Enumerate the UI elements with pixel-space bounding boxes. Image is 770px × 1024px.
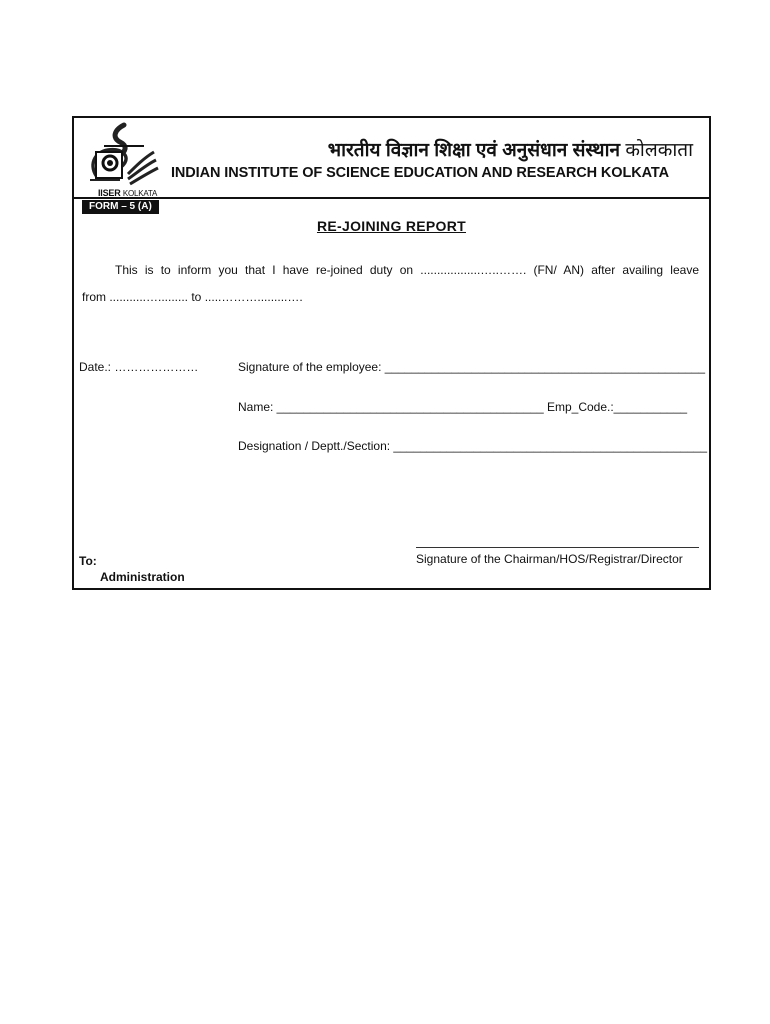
rejoin-statement-line-1: This is to inform you that I have re-joined duty on ..................…..……. (FN/ AN) after availing leave — [115, 263, 699, 277]
to-label: To: — [79, 554, 97, 568]
logo-text-light: KOLKATA — [122, 189, 158, 198]
report-title: RE-JOINING REPORT — [316, 218, 466, 234]
form-number-tag: FORM – 5 (A) — [82, 200, 159, 214]
employee-signature-field: Signature of the employee: ________________________________________________ — [238, 360, 706, 374]
title-english: INDIAN INSTITUTE OF SCIENCE EDUCATION AND RESEARCH KOLKATA — [171, 165, 669, 181]
rejoining-form — [72, 116, 711, 590]
title-hindi-plain: कोलकाता — [625, 140, 693, 161]
header-divider — [74, 197, 709, 199]
iiser-logo — [84, 122, 160, 200]
title-hindi — [328, 136, 693, 162]
designation-field: Designation / Deptt./Section: _______________________________________________ — [238, 439, 708, 453]
to-recipient: Administration — [100, 570, 185, 584]
rejoin-statement-line-2: from ...........…......... to .....……….........…. — [82, 290, 303, 304]
date-field: Date.: ………………… — [79, 360, 199, 374]
chairman-signature-line — [416, 547, 699, 548]
iiser-emblem-icon — [84, 122, 160, 188]
title-hindi-bold: भारतीय विज्ञान शिक्षा एवं अनुसंधान संस्थान — [327, 140, 621, 161]
logo-text-bold: IISER — [98, 188, 121, 198]
chairman-signature-label: Signature of the Chairman/HOS/Registrar/Director — [416, 552, 683, 566]
name-empcode-field: Name: ________________________________________ Emp_Code.:___________ — [238, 400, 688, 414]
